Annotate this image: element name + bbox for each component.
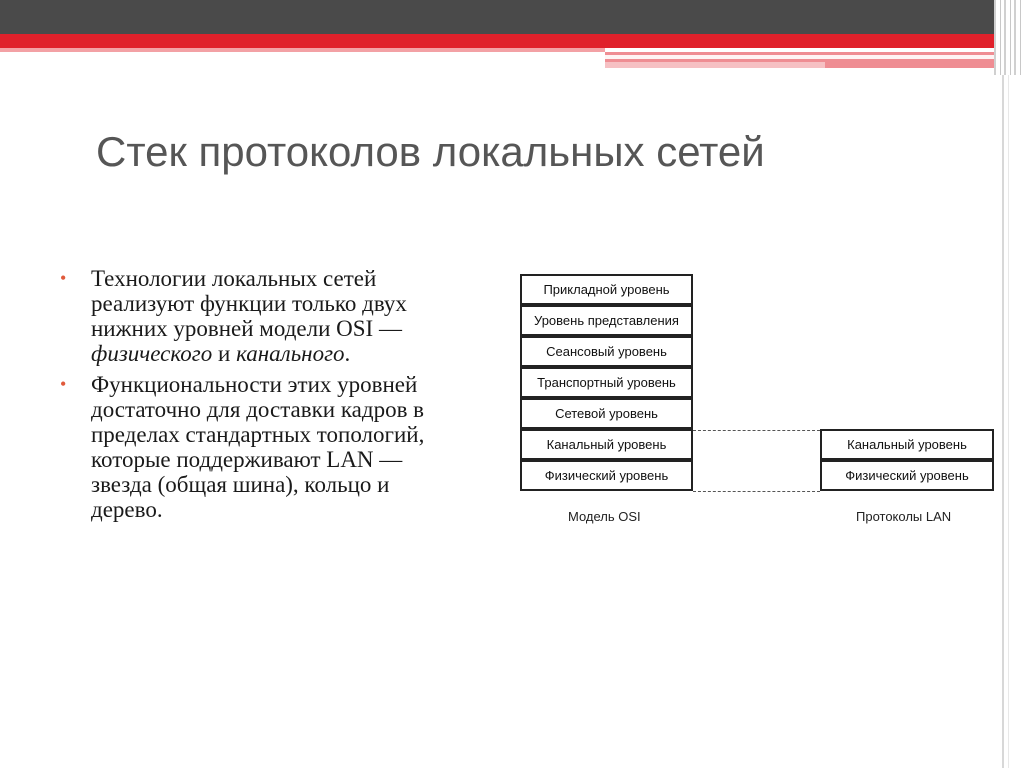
osi-layer-datalink: Канальный уровень xyxy=(520,429,693,460)
header-red-band xyxy=(0,34,1000,48)
header-dark-band xyxy=(0,0,1024,34)
right-border-line-2 xyxy=(1008,0,1009,768)
bullet-1-mid: и xyxy=(212,341,237,366)
slide-title: Стек протоколов локальных сетей xyxy=(96,128,765,175)
bullet-item-2 xyxy=(56,372,466,522)
bullet-list xyxy=(56,266,466,528)
osi-layer-application: Прикладной уровень xyxy=(520,274,693,305)
lan-layer-datalink: Канальный уровень xyxy=(820,429,994,460)
bullet-dot-icon: • xyxy=(60,374,67,394)
right-decor-lines xyxy=(994,0,1024,75)
dashed-connector-bottom xyxy=(693,491,820,492)
lan-caption: Протоколы LAN xyxy=(856,509,952,524)
dashed-connector-top xyxy=(693,430,820,431)
bullet-2-text: Функциональности этих уровней достаточно для доставки кадров в пределах стандартных топологий, которые поддерживают LAN — звезда (общая шина), кольцо и дерево. xyxy=(91,372,425,522)
bullet-dot-icon: • xyxy=(60,268,67,288)
osi-layer-session: Сеансовый уровень xyxy=(520,336,693,367)
osi-caption: Модель OSI xyxy=(568,509,641,524)
header-pink-line xyxy=(605,55,1000,59)
bullet-1-emphasis-link: канального xyxy=(236,341,345,366)
header-pink-line-2 xyxy=(605,62,825,68)
right-border-line xyxy=(1002,0,1004,768)
bullet-1-end: . xyxy=(344,341,351,366)
lan-layer-physical: Физический уровень xyxy=(820,460,994,491)
osi-layer-physical: Физический уровень xyxy=(520,460,693,491)
bullet-1-text: Технологии локальных сетей реализуют функции только двух нижних уровней модели OSI — xyxy=(91,266,407,341)
bullet-1-emphasis-physical: физического xyxy=(91,341,213,366)
osi-layer-network: Сетевой уровень xyxy=(520,398,693,429)
header-red-stripe xyxy=(0,48,605,52)
osi-layer-presentation: Уровень представления xyxy=(520,305,693,336)
bullet-item-1 xyxy=(56,266,466,366)
osi-layer-transport: Транспортный уровень xyxy=(520,367,693,398)
